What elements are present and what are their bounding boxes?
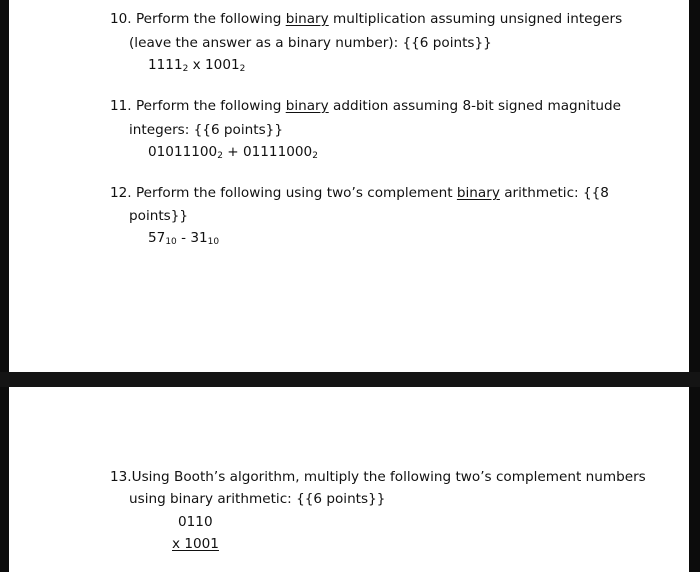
q11-line2: integers: {{6 points}} [129, 122, 283, 138]
q10-expression: $1111_2$ x $1001_2$ [148, 57, 246, 74]
q10-line1: 10. Perform the following binary multiplication assuming unsigned integers [110, 11, 623, 27]
q10-line2: (leave the answer as a binary number): {{6 points}} [129, 35, 492, 51]
left-dark-edge [0, 0, 9, 572]
q10-binary-link[interactable]: binary [285, 11, 329, 27]
q13-line1: 13.Using Booth’s algorithm, multiply the following two’s complement numbers [110, 469, 646, 485]
q13-operand-2: x 1001 [172, 536, 219, 552]
q13-operand-1: 0110 [178, 514, 213, 530]
q11-expression: $01011100_2 + 01111000_2$ [148, 144, 318, 161]
q10-number: 10. [110, 11, 132, 27]
q11-binary-link[interactable]: binary [285, 98, 329, 114]
q12-binary-link[interactable]: binary [456, 185, 500, 201]
q12-number: 12. [110, 185, 132, 201]
q11-number: 11. [110, 98, 132, 114]
page-separator [0, 372, 700, 387]
q13-number: 13. [110, 469, 132, 485]
q13-line2: using binary arithmetic: {{6 points}} [129, 491, 386, 507]
right-dark-edge [689, 0, 700, 572]
q12-line2: points}} [129, 208, 189, 224]
q12-expression: $57_{10} - 31_{10}$ [148, 230, 220, 247]
q12-line1: 12. Perform the following using two’s complement binary arithmetic: {{8 [110, 185, 609, 201]
q11-line1: 11. Perform the following binary addition assuming 8-bit signed magnitude [110, 98, 622, 114]
